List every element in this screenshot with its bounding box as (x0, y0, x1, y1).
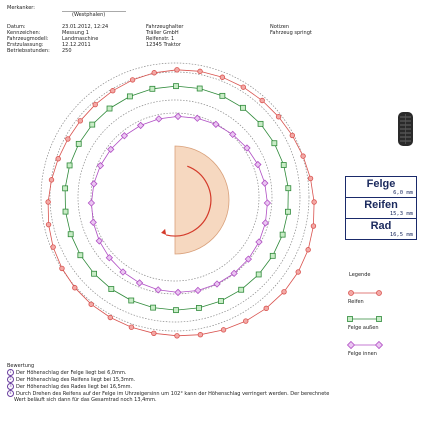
felge-aussen-point (78, 253, 83, 258)
felge-aussen-point (239, 287, 244, 292)
fahrzeughalter-title: Fahrzeughalter (146, 24, 184, 30)
felge-aussen-point (107, 106, 112, 111)
reifen-point (198, 69, 203, 74)
felge-aussen-point (220, 93, 225, 98)
legend-marker-reifen (349, 291, 382, 296)
rotation-arrow-head (161, 229, 166, 235)
felge-aussen-point (197, 86, 202, 91)
legend-label-felge-aussen: Felge außen (348, 325, 379, 331)
reifen-point (73, 285, 78, 290)
reifen-point (296, 270, 301, 275)
felge-innen-point (96, 238, 102, 244)
felge-innen-point (255, 161, 261, 167)
reifen-point (311, 224, 316, 229)
correction-sector (175, 146, 229, 254)
reifen-point (290, 133, 295, 138)
felge-aussen-point (63, 209, 68, 214)
felge-innen-point (262, 180, 268, 186)
notizen-title: Notizen (270, 24, 290, 30)
felge-aussen-point (151, 305, 156, 310)
reifen-point (93, 102, 98, 107)
felge-aussen-point (92, 271, 97, 276)
rad-value: 16,5 mm (389, 232, 413, 238)
reifen-point (220, 75, 225, 80)
reifen-point (46, 200, 51, 205)
merkmal-value: (Westphalen) (72, 12, 106, 18)
evaluation-line: 4 Durch Drehen des Reifens auf der Felge im Uhrzeigersinn um 102° kann der Höhenschlag verringert werden. Der berechnete (7, 390, 329, 397)
number-badge: 3 (7, 383, 14, 390)
reifen-point (312, 200, 317, 205)
reifen-point (241, 85, 246, 90)
evaluation-title: Bewertung (7, 363, 35, 369)
felge-innen-point (214, 281, 220, 287)
number-badge: 4 (7, 390, 14, 397)
felge-innen-point (91, 181, 97, 187)
felge-innen-point (256, 239, 262, 245)
felge-aussen-point (67, 163, 72, 168)
fahrzeughalter-line: Reifenstr. 1 (146, 36, 175, 42)
felge-aussen-point (270, 253, 275, 258)
reifen-point (78, 119, 83, 124)
fahrzeughalter-line: 12345 Traktor (146, 42, 181, 48)
felge-aussen-point (109, 287, 114, 292)
reifen-point (89, 302, 94, 307)
felge-label: Felge (366, 178, 396, 190)
reifen-point (198, 332, 203, 337)
felge-aussen-point (150, 86, 155, 91)
reifen-point (306, 247, 311, 252)
felge-aussen-point (281, 162, 286, 167)
reifen-point (282, 290, 287, 295)
felge-aussen-point (286, 186, 291, 191)
tire-icon (398, 112, 413, 146)
felge-innen-point (138, 122, 144, 128)
reifen-label: Reifen (364, 199, 398, 211)
legend-label-felge-innen: Felge innen (348, 351, 377, 357)
reifen-value: 15,3 mm (389, 211, 413, 217)
felge-aussen-point (174, 84, 179, 89)
evaluation-line: 1 Der Höhenschlag der Felge liegt bei 6,0mm. (7, 369, 126, 376)
evaluation-line: 2 Der Höhenschlag des Reifens liegt bei 15,3mm. (7, 376, 135, 383)
reifen-point (175, 334, 180, 339)
felge-aussen-point (240, 105, 245, 110)
rad-result (346, 218, 416, 239)
value-kennzeichen: Messung 1 (62, 30, 89, 36)
felge-aussen-point (196, 305, 201, 310)
felge-innen-point (194, 115, 200, 121)
evaluation-line: Wert beläuft sich dann für das Gesamtrad noch 13,4mm. (14, 397, 157, 403)
reifen-point (110, 88, 115, 93)
value-erstzulassung: 12.12.2011 (62, 42, 91, 48)
reifen-point (221, 328, 226, 333)
reifen-point (108, 315, 113, 320)
reifen-point (308, 176, 313, 181)
felge-innen-point (262, 220, 268, 226)
rad-label: Rad (370, 220, 392, 232)
reifen-point (129, 325, 134, 330)
reifen-point (301, 154, 306, 159)
felge-innen-point (264, 200, 270, 206)
value-fahrzeugmodell: Landmaschine (62, 36, 99, 42)
reifen-point (56, 156, 61, 161)
legend-label-reifen: Reifen (348, 299, 364, 305)
result-box (345, 176, 417, 240)
value-datum: 23.01.2012, 12:24 (62, 24, 109, 30)
label-fahrzeugmodell: Fahrzeugmodell: (7, 36, 49, 42)
reifen-point (175, 68, 180, 73)
felge-aussen-point (174, 308, 179, 313)
felge-aussen-point (127, 94, 132, 99)
felge-aussen-point (272, 141, 277, 146)
felge-innen-point (195, 287, 201, 293)
reifen-point (264, 306, 269, 311)
felge-aussen-point (76, 141, 81, 146)
reifen-point (60, 266, 65, 271)
felge-aussen-point (285, 209, 290, 214)
reifen-point (46, 222, 51, 227)
number-badge: 1 (7, 369, 14, 376)
fahrzeughalter-line: Träller GmbH (146, 30, 179, 36)
merkmal-label: Merkanker: (7, 5, 35, 11)
label-datum: Datum: (7, 24, 26, 30)
label-betriebsstunden: Betriebsstunden: (7, 48, 50, 54)
felge-innen-point (175, 289, 181, 295)
felge-aussen-point (258, 121, 263, 126)
felge-innen-point (88, 200, 94, 206)
felge-aussen-point (90, 122, 95, 127)
felge-aussen-point (63, 186, 68, 191)
felge-innen-point (175, 113, 181, 119)
label-erstzulassung: Erstzulassung: (7, 42, 44, 48)
notizen-line: Fahrzeug springt (270, 30, 312, 36)
legend-title: Legende (349, 272, 371, 278)
felge-aussen-point (218, 299, 223, 304)
felge-aussen-point (129, 298, 134, 303)
reifen-point (276, 114, 281, 119)
legend-marker-felge-aussen (348, 317, 382, 322)
evaluation-line: 3 Der Höhenschlag des Rades liegt bei 16,5mm. (7, 383, 132, 390)
felge-value: 6,0 mm (393, 190, 413, 196)
reifen-point (66, 137, 71, 142)
reifen-result (346, 197, 416, 218)
felge-result (346, 177, 416, 197)
number-badge: 2 (7, 376, 14, 383)
reifen-point (152, 70, 157, 75)
reifen-point (49, 178, 54, 183)
felge-innen-point (136, 280, 142, 286)
felge-aussen-point (280, 232, 285, 237)
felge-aussen-point (68, 232, 73, 237)
reifen-point (51, 245, 56, 250)
label-kennzeichen: Kennzeichen: (7, 30, 41, 36)
reifen-point (130, 78, 135, 83)
legend-marker-felge-innen (348, 342, 383, 349)
reifen-point (243, 319, 248, 324)
felge-innen-point (156, 116, 162, 122)
reifen-point (152, 331, 157, 336)
felge-aussen-point (256, 272, 261, 277)
reifen-point (260, 98, 265, 103)
value-betriebsstunden: 250 (62, 48, 72, 54)
